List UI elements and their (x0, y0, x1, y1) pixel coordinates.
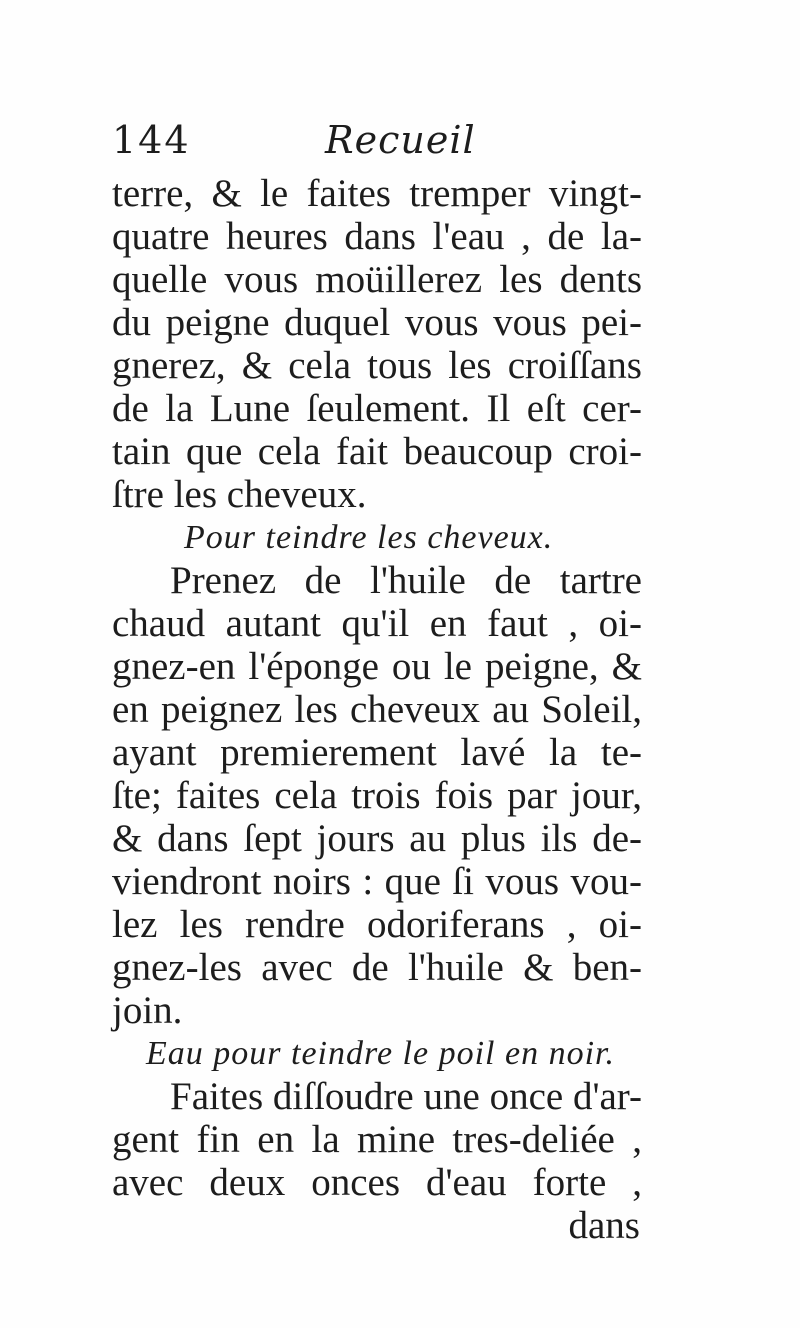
text-line: gnez-en l'éponge ou le peigne, & (112, 645, 642, 688)
text-line: & dans ſept jours au plus ils de- (112, 817, 642, 860)
text-line: quatre heures dans l'eau , de la- (112, 215, 642, 258)
running-head: Recueil (325, 118, 476, 162)
text-line: ſtre les cheveux. (112, 473, 367, 516)
section-heading: Eau pour teindre le poil en noir. (146, 1035, 615, 1072)
text-line: Prenez de l'huile de tartre (170, 559, 642, 602)
text-line: quelle vous moüillerez les dents (112, 258, 642, 301)
text-line: de la Lune ſeulement. Il eſt cer- (112, 387, 642, 430)
page-header (112, 118, 652, 168)
text-line: Faites diſſoudre une once d'ar- (170, 1075, 642, 1118)
text-line: viendront noirs : que ſi vous vou- (112, 860, 642, 903)
text-line: chaud autant qu'il en faut , oi- (112, 602, 642, 645)
text-line: terre, & le faites tremper vingt- (112, 172, 642, 215)
text-line: ayant premierement lavé la te- (112, 731, 642, 774)
page-number: 144 (112, 118, 191, 162)
text-line: join. (112, 989, 183, 1032)
section-heading: Pour teindre les cheveux. (184, 519, 554, 556)
text-line: gnerez, & cela tous les croiſſans (112, 344, 642, 387)
text-line: lez les rendre odoriferans , oi- (112, 903, 642, 946)
text-line: ſte; faites cela trois fois par jour, (112, 774, 642, 817)
body-text (112, 172, 642, 1247)
text-line: du peigne duquel vous vous pei- (112, 301, 642, 344)
text-line: avec deux onces d'eau forte , (112, 1161, 642, 1204)
catchword: dans (568, 1204, 640, 1247)
text-line: gnez-les avec de l'huile & ben- (112, 946, 642, 989)
text-line: en peignez les cheveux au Soleil, (112, 688, 642, 731)
text-line: gent fin en la mine tres-deliée , (112, 1118, 642, 1161)
text-line: tain que cela fait beaucoup croi- (112, 430, 642, 473)
